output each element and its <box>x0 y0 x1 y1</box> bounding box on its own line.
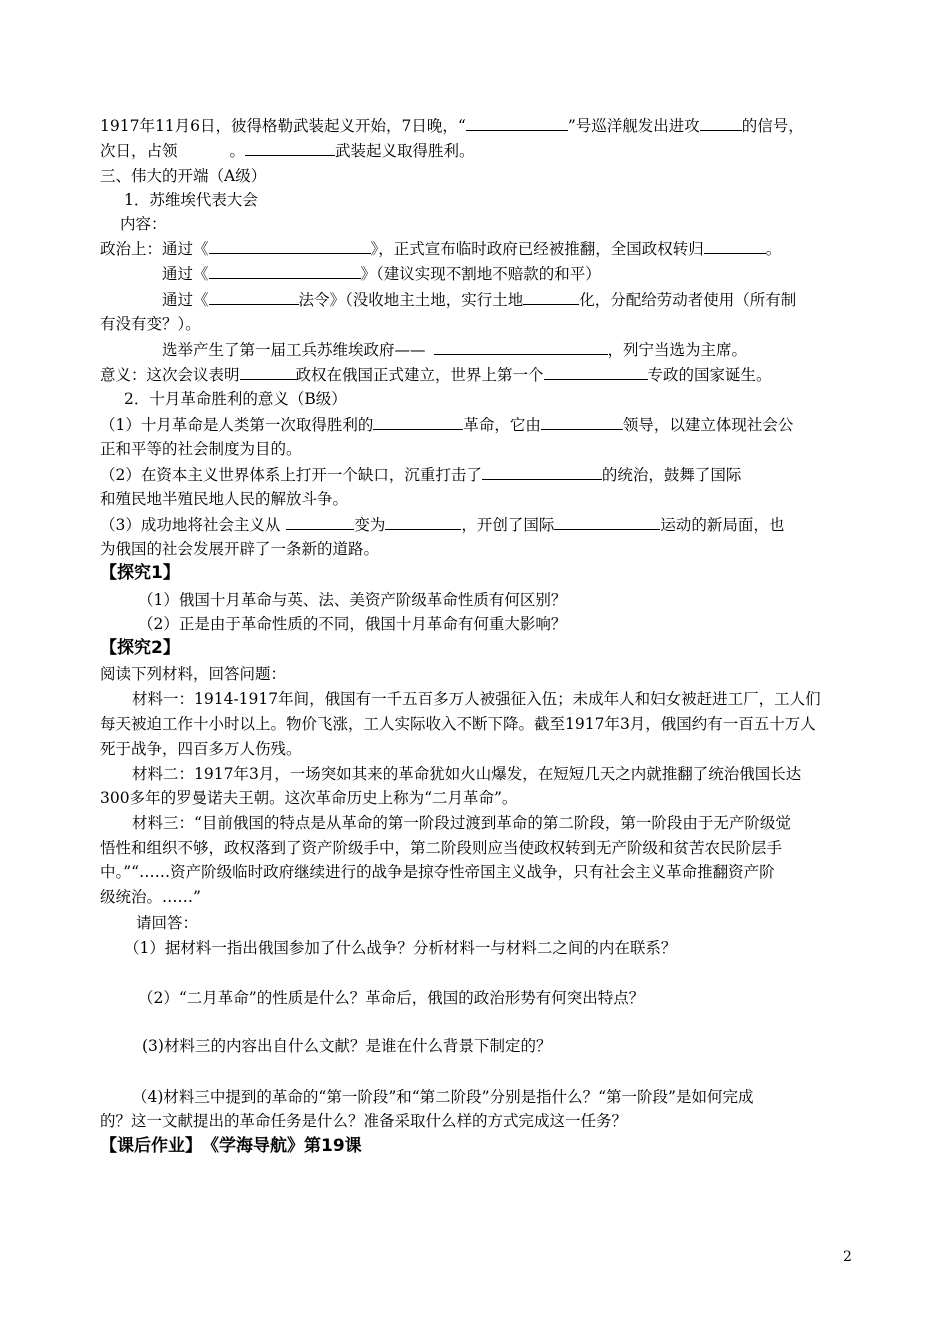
material-text: 死于战争，四百多万人伤残。 <box>100 740 302 758</box>
fill-blank[interactable] <box>700 116 742 131</box>
fill-blank[interactable] <box>286 515 354 530</box>
question: 的？这一文献提出的革命任务是什么？准备采取什么样的方式完成这一任务？ <box>100 1112 628 1130</box>
page-number: 2 <box>843 1249 852 1265</box>
material-text: 300多年的罗曼诺夫王朝。这次革命历史上称为“二月革命”。 <box>100 789 518 807</box>
question: （1）俄国十月革命与英、法、美资产阶级革命性质有何区别？ <box>138 591 567 609</box>
text-line <box>100 116 804 136</box>
text: 运动的新局面，也 <box>660 516 785 534</box>
fill-blank[interactable] <box>209 264 361 279</box>
explore-1-heading: 【探究1】 <box>100 563 180 583</box>
text-line: 内容： <box>120 215 167 233</box>
text-line <box>100 415 793 435</box>
text-line: 请回答： <box>136 914 199 932</box>
homework-heading: 【课后作业】 《学海导航》第19课 <box>100 1136 362 1156</box>
text: 通过《 <box>162 265 209 283</box>
fill-blank[interactable] <box>209 290 299 305</box>
text-line <box>100 365 772 385</box>
text: 变为 <box>354 516 386 534</box>
material-text: 材料一：1914-1917年间，俄国有一千五百多万人被强征入伍；未成年人和妇女被赶进工厂，工人们 <box>132 690 821 708</box>
text: 革命，它由 <box>463 416 541 434</box>
text: 化，分配给劳动者使用（所有制 <box>579 291 797 309</box>
text: ，开创了国际 <box>461 516 555 534</box>
fill-blank[interactable] <box>482 465 602 480</box>
text-line: 和殖民地半殖民地人民的解放斗争。 <box>100 490 349 508</box>
text: 1917年11月6日，彼得格勒武装起义开始，7日晚，“ <box>100 117 466 135</box>
text: 的统治，鼓舞了国际 <box>601 466 742 484</box>
text: 选举产生了第一届工兵苏维埃政府—— <box>162 341 426 359</box>
text-line <box>100 141 475 161</box>
text-line: 阅读下列材料，回答问题： <box>100 665 287 683</box>
fill-blank[interactable] <box>704 239 766 254</box>
fill-blank[interactable] <box>385 515 461 530</box>
text: 的信号， <box>741 117 804 135</box>
text-line <box>162 290 796 310</box>
text: （1）十月革命是人类第一次取得胜利的 <box>100 416 374 434</box>
fill-blank[interactable] <box>466 116 568 131</box>
question: （2）“二月革命”的性质是什么？革命后，俄国的政治形势有何突出特点？ <box>138 989 645 1007</box>
question: (3)材料三的内容出自什么文献？是谁在什么背景下制定的？ <box>142 1037 552 1055</box>
text: 政权在俄国正式建立，世界上第一个 <box>295 366 544 384</box>
subsection-heading: 2．十月革命胜利的意义（B级） <box>124 390 347 408</box>
material-text: 材料三：“目前俄国的特点是从革命的第一阶段过渡到革命的第二阶段，第一阶段由于无产阶级觉 <box>132 814 791 832</box>
text: 法令》（没收地主土地，实行土地 <box>298 291 524 309</box>
text-line: 为俄国的社会发展开辟了一条新的道路。 <box>100 540 380 558</box>
fill-blank[interactable] <box>554 515 660 530</box>
fill-blank[interactable] <box>523 290 579 305</box>
text: ，列宁当选为主席。 <box>607 341 748 359</box>
text-line <box>100 465 741 485</box>
question: （4)材料三中提到的革命的“第一阶段”和“第二阶段”分别是指什么？“第一阶段”是如何完成 <box>132 1088 754 1106</box>
material-text: 级统治。……” <box>100 888 201 906</box>
material-text: 材料二：1917年3月，一场突如其来的革命犹如火山爆发，在短短几天之内就推翻了统治俄国长达 <box>132 765 802 783</box>
text-line <box>100 515 784 535</box>
fill-blank[interactable] <box>373 415 463 430</box>
text: 专政的国家诞生。 <box>647 366 772 384</box>
text: 》，正式宣布临时政府已经被推翻，全国政权转归 <box>370 240 704 258</box>
fill-blank[interactable] <box>240 365 296 380</box>
subsection-heading: 1．苏维埃代表大会 <box>124 191 258 209</box>
material-text: 悟性和组织不够，政权落到了资产阶级手中，第二阶段则应当使政权转到无产阶级和贫苦农民阶层手 <box>100 839 783 857</box>
text-line <box>162 264 601 284</box>
text-line: 有没有变？）。 <box>100 315 201 333</box>
material-text: 每天被迫工作十小时以上。物价飞涨，工人实际收入不断下降。截至1917年3月，俄国约有一百五十万人 <box>100 715 816 733</box>
text: （3）成功地将社会主义从 <box>100 516 281 534</box>
text: 通过《 <box>162 291 209 309</box>
text: 》（建议实现不割地不赔款的和平） <box>360 265 601 283</box>
text: 政治上：通过《 <box>100 240 209 258</box>
fill-blank[interactable] <box>245 141 335 156</box>
section-heading: 三、伟大的开端（A级） <box>100 167 267 185</box>
question: （2）正是由于革命性质的不同，俄国十月革命有何重大影响？ <box>138 615 567 633</box>
question: （1）据材料一指出俄国参加了什么战争？分析材料一与材料二之间的内在联系？ <box>124 939 677 957</box>
explore-2-heading: 【探究2】 <box>100 638 180 658</box>
text-line <box>100 239 781 259</box>
text: 领导，以建立体现社会公 <box>622 416 794 434</box>
text: （2）在资本主义世界体系上打开一个缺口，沉重打击了 <box>100 466 482 484</box>
material-text: 中。”“……资产阶级临时政府继续进行的战争是掠夺性帝国主义战争，只有社会主义革命推翻资产阶 <box>100 863 775 881</box>
fill-blank[interactable] <box>544 365 648 380</box>
text-line: 正和平等的社会制度为目的。 <box>100 440 302 458</box>
fill-blank[interactable] <box>209 239 371 254</box>
text: 意义：这次会议表明 <box>100 366 240 384</box>
fill-blank[interactable] <box>434 340 608 355</box>
fill-blank[interactable] <box>178 142 230 156</box>
fill-blank[interactable] <box>541 415 623 430</box>
text: 。 <box>765 240 782 258</box>
text: 。 <box>229 142 246 160</box>
text-line <box>162 340 747 360</box>
text: ”号巡洋舰发出进攻 <box>567 117 700 135</box>
text: 武装起义取得胜利。 <box>335 142 475 160</box>
text: 次日，占领 <box>100 142 178 160</box>
